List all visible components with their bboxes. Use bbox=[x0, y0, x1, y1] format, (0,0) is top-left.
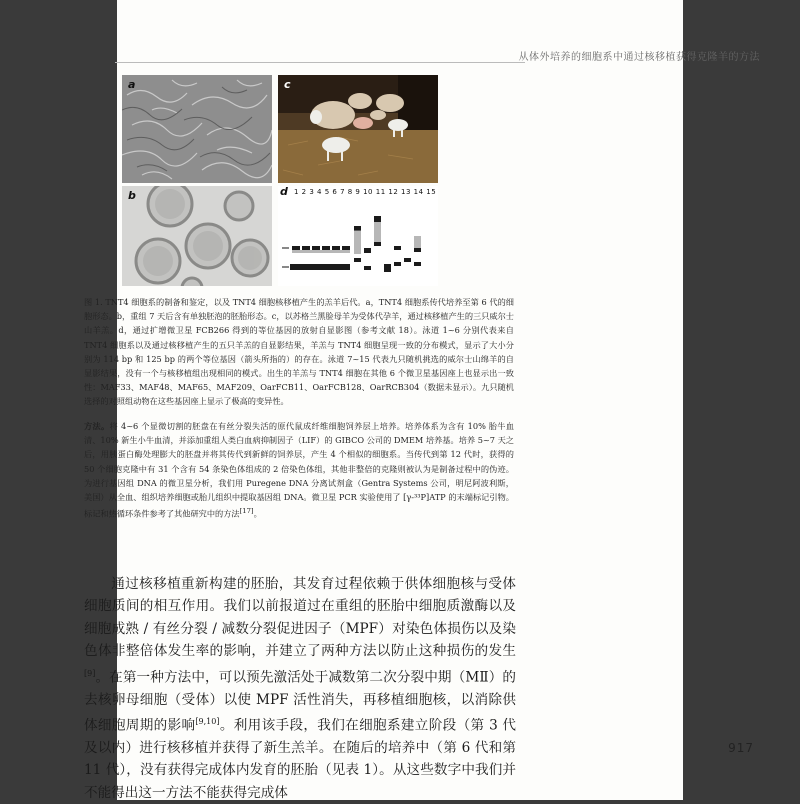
panel-label-d: d bbox=[280, 186, 288, 198]
body-text-part-1: 通过核移植重新构建的胚胎，其发育过程依赖于供体细胞核与受体细胞质间的相互作用。我们以前报道过在重组的胚胎中细胞质激酶以及细胞成熟 / 有丝分裂 / 减数分裂促进因子（MPF）对染色体损伤以及染色体非整倍体发生率的影响，并建立了两种方法以防止这种损伤的发生 bbox=[84, 576, 516, 660]
cell-culture-image bbox=[122, 75, 272, 183]
methods-end: 。 bbox=[253, 508, 262, 519]
methods-section bbox=[84, 419, 514, 521]
figure-panel-d-autoradiograph bbox=[278, 186, 438, 286]
header-rule bbox=[115, 62, 525, 63]
running-head: 从体外培养的细胞系中通过核移植获得克隆羊的方法 bbox=[518, 52, 760, 63]
embryo-image bbox=[122, 186, 272, 286]
body-paragraph bbox=[84, 573, 516, 804]
figure-caption: 图 1. TNT4 细胞系的制备和鉴定，以及 TNT4 细胞核移植产生的羔羊后代。a，TNT4 细胞系传代培养至第 6 代的细胞形态。b，重组 7 天后含有单独胚泡的胚胎形态。c，以苏格兰黑脸母羊为受体代孕羊，通过核移植产生的三只威尔士山羊羔。d，通过扩增微卫星 FCB266 得到的等位基因的放射自显影图（参考文献 18）。泳道 1~6 分别代表来自 TNT4 细胞系以及通过核移植产生的五只羊羔的自显影结果，羊羔与 TNT4 细胞呈现一致的分布模式，显示了大小分别为 114 bp 和 125 bp 的两个等位基因（箭头所指的）的存在。泳道 7~15 代表九只随机挑选的威尔士山绵羊的自显影结果，没有一个与核移植组出现相同的模式。出生的羊羔与 TNT4 细胞在其他 6 个微卫星基因座上也显示出一致性：MAF33、MAF48、MAF65、MAF209、OarFCB11、OarFCB128、OarRCB304（数据未显示）。九只随机选择的对照组动物在这些基因座上显示了极高的变异性。 bbox=[84, 297, 514, 407]
figure-panel-a-cell-culture bbox=[122, 75, 272, 183]
figure-panel-c-lambs-photo bbox=[278, 75, 438, 183]
panel-label-b: b bbox=[128, 189, 136, 202]
body-text-part-2: 。在第一种方法中，可以预先激活处于减数第二次分裂中期（MⅡ）的去核卵母细胞（受体）以使 MPF 活性消失，再移植细胞核，以消除供体细胞周期的影响 bbox=[84, 669, 516, 734]
citation-9: [9] bbox=[84, 668, 96, 678]
figure-panel-b-embryos bbox=[122, 186, 272, 286]
methods-text: 将 4~6 个显微切割的胚盘在有丝分裂失活的原代鼠成纤维细胞饲养层上培养。培养体系为含有 10% 胎牛血清、10% 新生小牛血清，并添加重组人类白血病抑制因子（LIF）的 GIBCO 公司的 DMEM 培养基。培养 5~7 天之后，用胰蛋白酶处理膨大的胚盘并将其传代到新鲜的饲养层，产生 4 个相似的细胞系。当传代到第 12 代时，获得的 50 个细胞克隆中有 31 个含有 54 条染色体组成的 2 倍染色体组，其他非整倍的克隆则被认为是制备过程中的伪迹。为进行基因组 DNA 的微卫星分析，我们用 Puregene DNA 分离试剂盒（Gentra Systems 公司，明尼阿波利斯，美国）从全血、组织培养细胞或胎儿组织中提取基因组 DNA。微卫星 PCR 实验使用了 [γ-³³P]ATP 的末端标记引物。标记和热循环条件参考了其他研究中的方法 bbox=[84, 421, 514, 519]
panel-label-a: a bbox=[128, 78, 136, 91]
methods-citation: [17] bbox=[239, 507, 254, 516]
body-text-part-3: 。利用该手段，我们在细胞系建立阶段（第 3 代及以内）进行核移植并获得了新生羔羊。在随后的培养中（第 6 代和第 11 代），没有获得完成体内发育的胚胎（见表 1）。从这些数字中我们并不能得出这一方法不能获得完成体 bbox=[84, 717, 516, 801]
page-number: 917 bbox=[728, 741, 754, 755]
panel-label-c: c bbox=[284, 78, 291, 91]
gel-lane-numbers: 1 2 3 4 5 6 7 8 9 10 11 12 13 14 15 bbox=[294, 188, 437, 196]
lambs-photo bbox=[278, 75, 438, 183]
methods-label: 方法。 bbox=[84, 421, 110, 431]
citation-9-10: [9,10] bbox=[195, 716, 220, 726]
autoradiograph-gel bbox=[278, 186, 438, 286]
